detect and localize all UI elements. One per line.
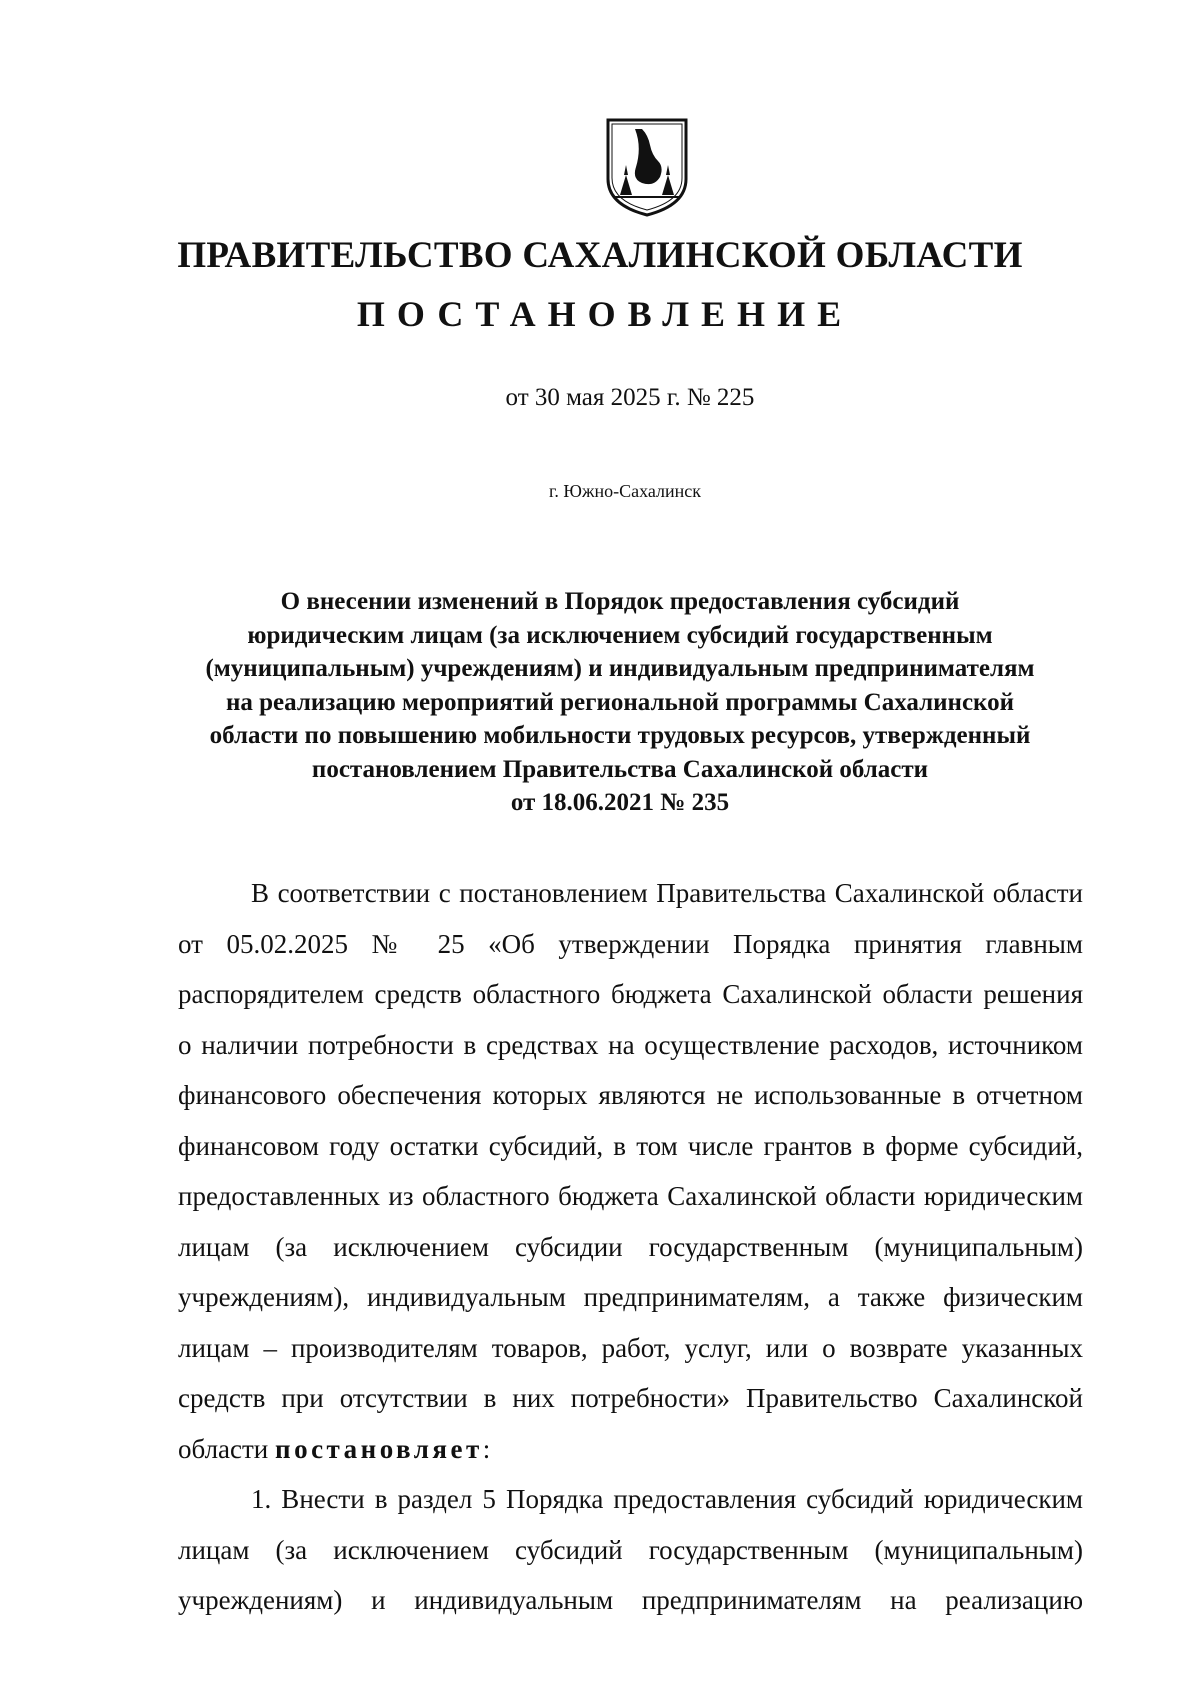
item-1-line: лицам (за исключением субсидий государственным (муниципальным) (178, 1534, 1083, 1565)
resolves-prefix: области (178, 1433, 276, 1464)
resolves-word: постановляет (275, 1433, 483, 1464)
document-body (178, 873, 1083, 1631)
subject-line: юридическим лицам (за исключением субсидий государственным (247, 621, 993, 649)
preamble-line: финансового обеспечения которых являются не использованные в отчетном (178, 1080, 1083, 1110)
item-1-line: учреждениям) и индивидуальным предпринимателям на реализацию (178, 1585, 1083, 1615)
preamble-line: о наличии потребности в средствах на осуществление расходов, источником (178, 1029, 1083, 1060)
preamble-line: средств при отсутствии в них потребности» Правительство Сахалинской (178, 1383, 1083, 1413)
preamble-line: финансовом году остатки субсидий, в том числе грантов в форме субсидий, (178, 1130, 1083, 1161)
sakhalin-coat-of-arms-icon (602, 117, 692, 217)
preamble-line: распорядителем средств областного бюджета Сахалинской области решения (178, 979, 1083, 1009)
preamble-line: В соответствии с постановлением Правительства Сахалинской области (251, 878, 1083, 908)
organization-title: ПРАВИТЕЛЬСТВО САХАЛИНСКОЙ ОБЛАСТИ (177, 235, 1023, 276)
document-type: ПОСТАНОВЛЕНИЕ (356, 294, 854, 334)
subject-line: О внесении изменений в Порядок предоставления субсидий (280, 588, 960, 615)
subject-line: от 18.06.2021 № 235 (510, 789, 730, 816)
subject-line: (муниципальным) учреждениям) и индивидуальным предпринимателям (205, 655, 1035, 682)
document-date-number: от 30 мая 2025 г. № 225 (505, 384, 755, 411)
subject-line: области по повышению мобильности трудовых ресурсов, утвержденный (209, 722, 1031, 749)
resolves-line (178, 1429, 1083, 1480)
preamble-line: учреждениям), индивидуальным предпринимателям, а также физическим (178, 1282, 1083, 1312)
subject-line: постановлением Правительства Сахалинской области (311, 755, 929, 783)
subject-line: на реализацию мероприятий региональной программы Сахалинской (225, 688, 1015, 716)
preamble-line: предоставленных из областного бюджета Сахалинской области юридическим (178, 1181, 1083, 1211)
document-subject (165, 585, 1075, 820)
preamble-line: лицам (за исключением субсидии государственным (муниципальным) (178, 1231, 1083, 1262)
resolves-suffix: : (482, 1433, 491, 1464)
item-1-line: 1. Внести в раздел 5 Порядка предоставления субсидий юридическим (251, 1484, 1083, 1514)
preamble-line: лицам – производителям товаров, работ, услуг, или о возврате указанных (178, 1332, 1083, 1363)
preamble-line: от 05.02.2025 № 25 «Об утверждении Порядка принятия главным (178, 928, 1083, 959)
document-city: г. Южно-Сахалинск (548, 481, 702, 501)
